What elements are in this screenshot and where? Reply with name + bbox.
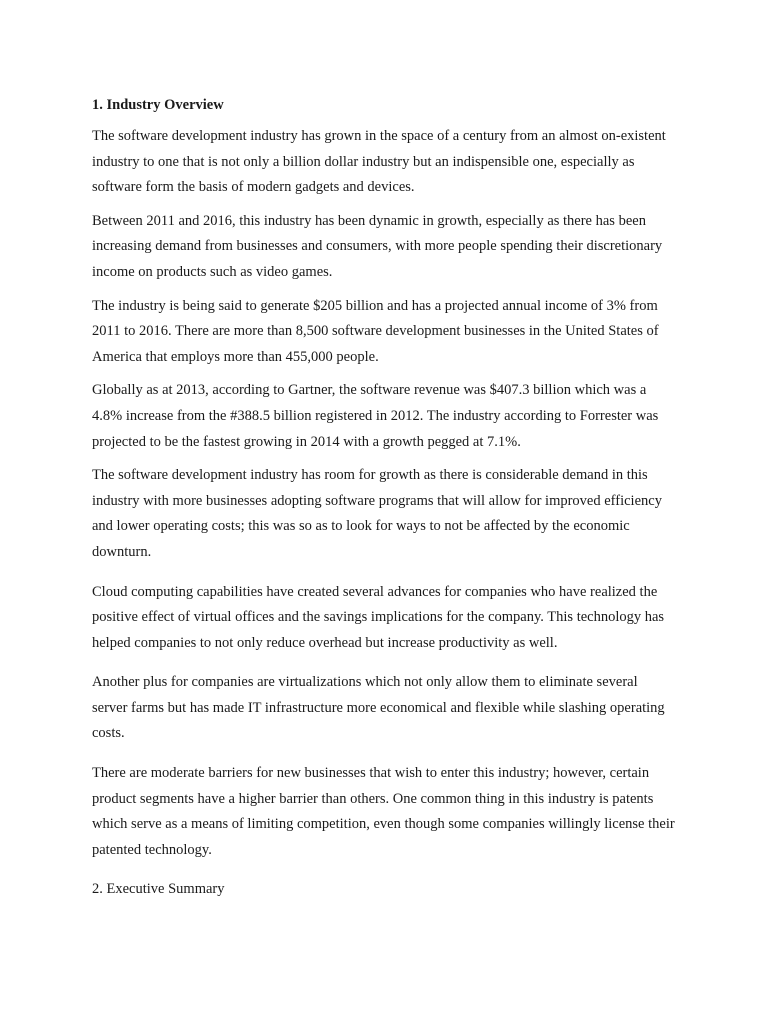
paragraph-revenue-us: The industry is being said to generate $205 billion and has a projected annual income of 3% from 2011 to 2016. There are more than 8,500 software development businesses in the United States of America that employs more than 455,000 people.	[92, 297, 659, 365]
section-heading-executive-summary: 2. Executive Summary	[92, 881, 225, 898]
paragraph-cloud-computing: Cloud computing capabilities have created several advances for companies who have realized the positive effect of virtual offices and the savings implications for the company. This technology has helped companies to not only reduce overhead but increase productivity as well.	[92, 583, 665, 651]
paragraph-virtualization: Another plus for companies are virtualizations which not only allow them to eliminate several server farms but has made IT infrastructure more economical and flexible while slashing operating costs.	[92, 674, 665, 742]
paragraph-barriers: There are moderate barriers for new businesses that wish to enter this industry; however, certain product segments have a higher barrier than others. One common thing in this industry is patents which serve as a means of limiting competition, even though some companies willingly license their patented technology.	[92, 765, 675, 858]
paragraph-room-for-growth: The software development industry has room for growth as there is considerable demand in this industry with more businesses adopting software programs that will allow for improved efficiency and lower operating costs; this was so as to look for ways to not be affected by the economic downturn.	[92, 467, 662, 560]
paragraph-dynamic-growth: Between 2011 and 2016, this industry has been dynamic in growth, especially as there has been increasing demand from businesses and consumers, with more people spending their discretionary income on products such as video games.	[92, 212, 663, 280]
section-heading-industry-overview: 1. Industry Overview	[92, 97, 224, 113]
paragraph-global-revenue: Globally as at 2013, according to Gartner, the software revenue was $407.3 billion which was a 4.8% increase from the #388.5 billion registered in 2012. The industry according to Forrester was projected to be the fastest growing in 2014 with a growth pegged at 7.1%.	[92, 382, 659, 450]
paragraph-industry-growth: The software development industry has grown in the space of a century from an almost on-existent industry to one that is not only a billion dollar industry but an indispensible one, especially as software form the basis of modern gadgets and devices.	[92, 128, 666, 196]
